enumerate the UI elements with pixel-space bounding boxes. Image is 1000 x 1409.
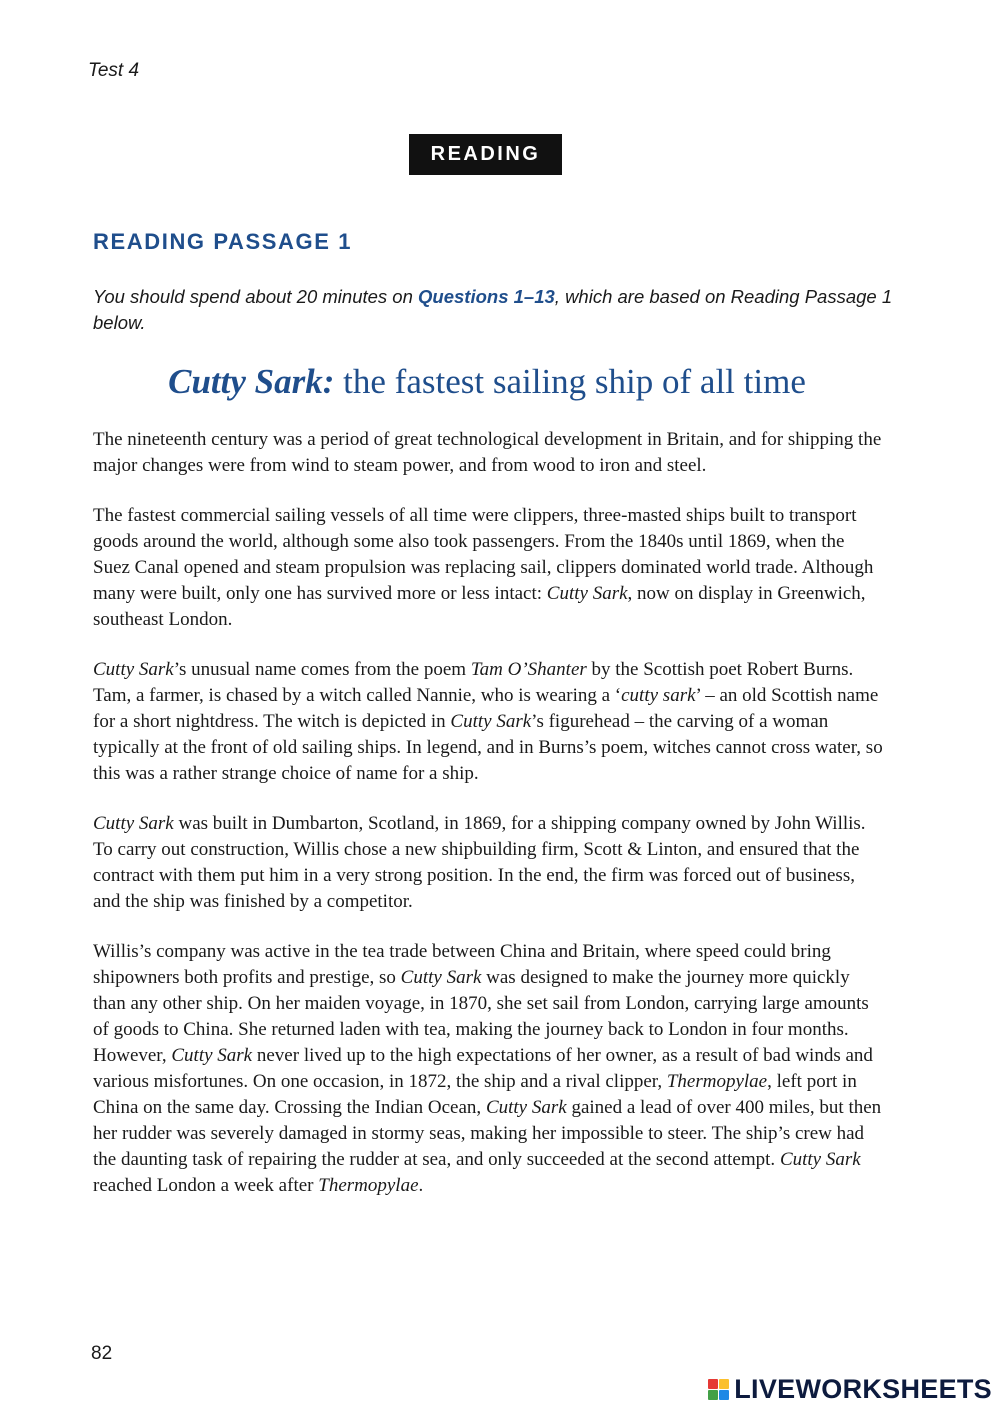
article-title-ship-name: Cutty Sark: [168, 362, 335, 401]
paragraph-5-text: , left port in China on the same day. Crossing the Indian Ocean, [93, 1071, 857, 1118]
logo-square-red [708, 1379, 718, 1389]
article-body [93, 427, 883, 1223]
ship-name-italic: Cutty Sark [779, 1149, 861, 1170]
article-title [0, 362, 974, 402]
instructions [93, 284, 893, 336]
ship-name-italic: Cutty Sark [485, 1097, 567, 1118]
paragraph-5-text: never lived up to the high expectations of her owner, as a result of bad winds and various misfortunes. On one occasion, in 1872, the ship and a rival clipper, [93, 1045, 873, 1092]
instructions-suffix: , which are based on Reading Passage 1 below. [93, 286, 893, 333]
paragraph-3-text: ’s figurehead – the carving of a woman typically at the front of old sailing ships. In legend, and in Burns’s poem, witches cannot cross water, so this was a rather strange choice of name for a ship. [93, 711, 883, 784]
paragraph-3-text: ’s unusual name comes from the poem [173, 659, 471, 680]
article-title-rest: the fastest sailing ship of all time [334, 362, 806, 401]
ship-name-italic: Cutty Sark [93, 659, 174, 680]
paragraph-1-text: The nineteenth century was a period of great technological development in Britain, and for shipping the major changes were from wind to steam power, and from wood to iron and steel. [93, 429, 882, 476]
poem-title-italic: Tam O’Shanter [470, 659, 587, 680]
ship-name-italic: Cutty Sark [93, 813, 174, 834]
ship-name-italic: Cutty Sark [400, 967, 482, 988]
paragraph-3 [93, 657, 883, 787]
paragraph-2-text: The fastest commercial sailing vessels of all time were clippers, three-masted ships built to transport goods around the world, although some also took passengers. From the 1840s until 1869, when the Suez Canal opened and steam propulsion was replacing sail, clippers dominated world trade. Although many were built, only one has survived more or less intact: [93, 505, 874, 604]
logo-square-blue [719, 1390, 729, 1400]
paragraph-5-text: gained a lead of over 400 miles, but then her rudder was severely damaged in stormy seas, making her impossible to steer. The ship’s crew had the daunting task of repairing the rudder at sea, and only succeeded at the second attempt. [93, 1097, 882, 1170]
paragraph-5-text: . [418, 1175, 424, 1196]
ship-name-italic: Cutty Sark [450, 711, 532, 732]
logo-square-yellow [719, 1379, 729, 1389]
rival-ship-italic: Thermopylae [318, 1175, 419, 1196]
term-italic: cutty sark [621, 685, 696, 706]
rival-ship-italic: Thermopylae [666, 1071, 768, 1092]
paragraph-4 [93, 811, 883, 915]
paragraph-2 [93, 503, 883, 633]
paragraph-5 [93, 939, 883, 1199]
paragraph-3-text: by the Scottish poet Robert Burns. Tam, a farmer, is chased by a witch called Nannie, who is wearing a ‘ [93, 659, 854, 706]
paragraph-5-text: Willis’s company was active in the tea trade between China and Britain, where speed could bring shipowners both profits and prestige, so [93, 941, 831, 988]
instructions-prefix: You should spend about 20 minutes on [93, 286, 419, 307]
passage-heading: READING PASSAGE 1 [93, 229, 353, 254]
page-number: 82 [91, 1343, 113, 1364]
paragraph-1 [93, 427, 883, 479]
watermark-text: LIVEWORKSHEETS [734, 1373, 992, 1404]
paragraph-4-text: was built in Dumbarton, Scotland, in 1869, for a shipping company owned by John Willis. To carry out construction, Willis chose a new shipbuilding firm, Scott & Linton, and ensured that the contract with them put him in a very strong position. In the end, the firm was forced out of business, and the ship was finished by a competitor. [93, 813, 866, 912]
section-badge: READING [409, 134, 562, 175]
paragraph-3-text: ’ – an old Scottish name for a short nightdress. The witch is depicted in [93, 685, 879, 732]
paragraph-2-text: , now on display in Greenwich, southeast London. [93, 583, 866, 630]
test-label: Test 4 [88, 60, 140, 81]
watermark[interactable] [708, 1373, 992, 1405]
ship-name-italic: Cutty Sark [546, 583, 628, 604]
paragraph-5-text: reached London a week after [93, 1175, 319, 1196]
logo-square-green [708, 1390, 718, 1400]
ship-name-italic: Cutty Sark [171, 1045, 253, 1066]
questions-reference: Questions 1–13 [418, 286, 555, 307]
paragraph-5-text: was designed to make the journey more quickly than any other ship. On her maiden voyage, in 1870, she set sail from London, carrying large amounts of goods to China. She returned laden with tea, making the journey back to London in four months. However, [93, 967, 869, 1066]
liveworksheets-logo-icon [708, 1379, 729, 1400]
